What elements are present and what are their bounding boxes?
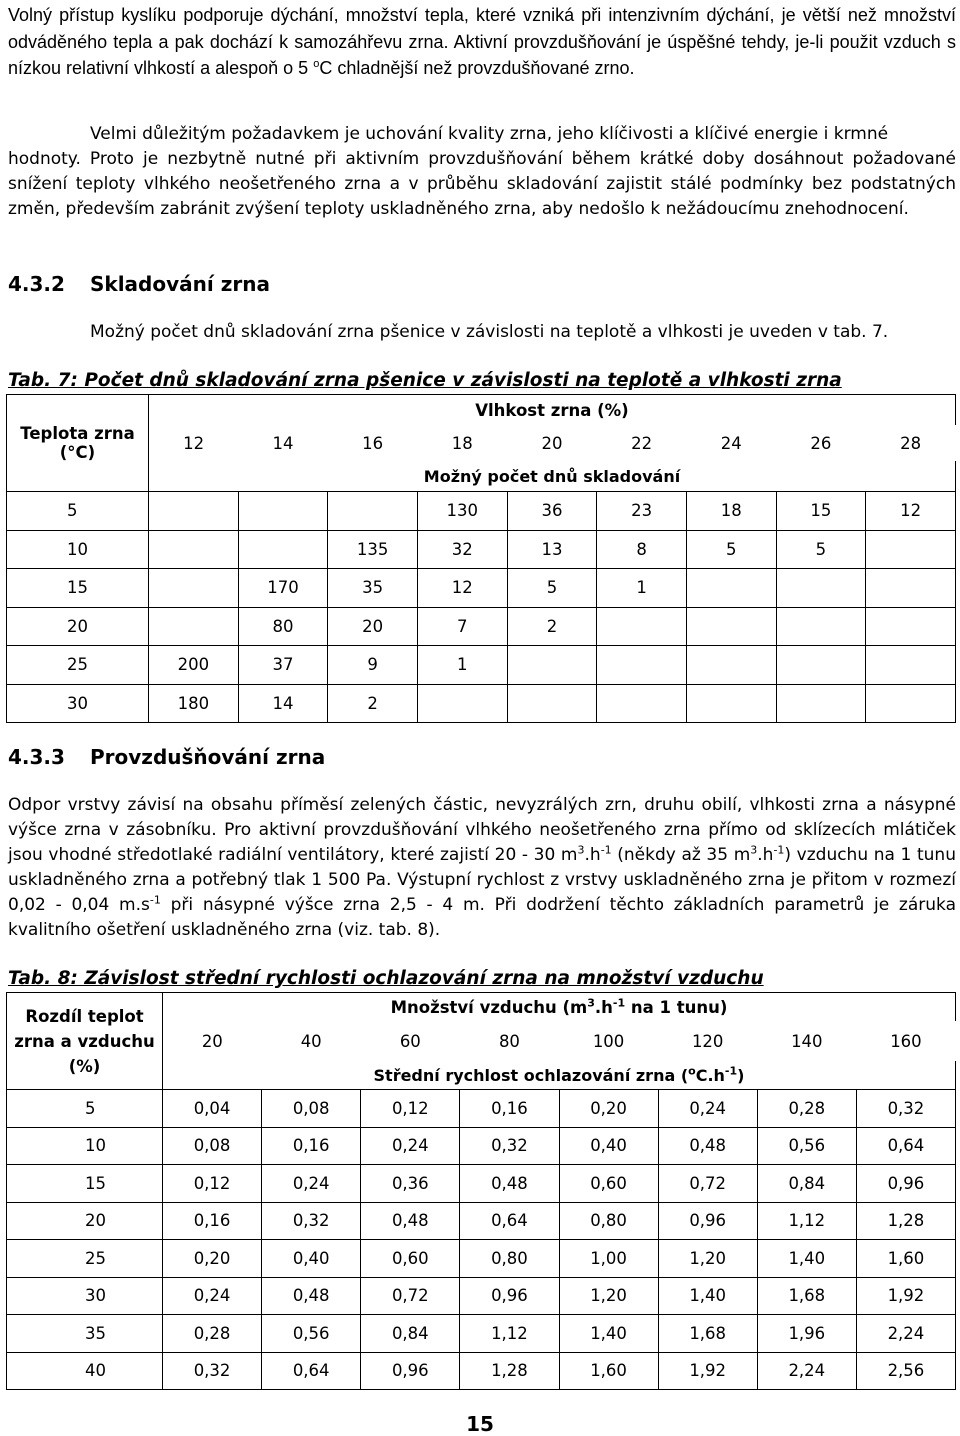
table7-cell: 7 — [417, 607, 507, 646]
table7-moisture-value: 20 — [541, 433, 563, 453]
superscript: 3 — [587, 996, 595, 1009]
storage-paragraph-text: Možný počet dnů skladování zrna pšenice v závislosti na teplotě a vlhkosti je uveden v tab. 7. — [90, 322, 889, 342]
table8-subheader — [163, 1061, 956, 1090]
table8-cell: 1,28 — [460, 1352, 559, 1390]
table7-cell: 12 — [866, 492, 956, 531]
table8-cell: 0,40 — [559, 1127, 658, 1165]
intro-text: Volný přístup kyslíku podporuje dýchání, množství tepla, které vzniká při intenzivním dýchání, je větší než množství odváděného tepla a pak dochází k samozáhřevu zrna. Aktivní provzdušňování je úspěšné tehdy, je-li použit vzduch s nízkou relativní vlhkostí a alespoň o 5 — [8, 5, 956, 78]
table8-row — [7, 1240, 956, 1278]
table8-cell: 0,20 — [559, 1090, 658, 1128]
table8-row — [7, 1352, 956, 1390]
air-header-text: Množství vzduchu (m — [390, 997, 588, 1017]
table8-row — [7, 1165, 956, 1203]
table7-cell: 80 — [238, 607, 328, 646]
table7-row — [7, 569, 956, 608]
air-header-text: na 1 tunu) — [625, 997, 728, 1017]
intro-paragraph — [8, 2, 956, 82]
table8-cell: 0,48 — [361, 1202, 460, 1240]
table8-cell: 0,48 — [262, 1277, 361, 1315]
table8-cell: 1,40 — [658, 1277, 757, 1315]
table8-cell: 0,24 — [163, 1277, 262, 1315]
table8-row — [7, 1277, 956, 1315]
table7-moisture-value: 14 — [272, 433, 294, 453]
table7-cell — [597, 646, 687, 685]
table7-cell: 37 — [238, 646, 328, 685]
table7-moisture-value: 26 — [810, 433, 832, 453]
table8 — [6, 992, 956, 1390]
table8-air-value: 100 — [592, 1031, 625, 1051]
subheader-text: ) — [737, 1065, 745, 1085]
table7-cell — [507, 684, 597, 723]
table8-cell: 0,16 — [262, 1127, 361, 1165]
table7-cell: 180 — [149, 684, 239, 723]
table7-cell: 130 — [417, 492, 507, 531]
table8-air-value: 60 — [399, 1031, 421, 1051]
table7-cell: 5 — [776, 530, 866, 569]
table8-cell: 0,60 — [559, 1165, 658, 1203]
table7-row — [7, 684, 956, 723]
table7-moisture-value: 22 — [631, 433, 653, 453]
table8-cell: 0,20 — [163, 1240, 262, 1278]
table8-cell: 0,72 — [658, 1165, 757, 1203]
table7-cell: 5 — [686, 530, 776, 569]
superscript: 3 — [577, 843, 585, 857]
table7-cell — [507, 646, 597, 685]
table8-cell: 0,72 — [361, 1277, 460, 1315]
table7-cell: 1 — [597, 569, 687, 608]
table8-row — [7, 1127, 956, 1165]
table8-cell: 2,24 — [856, 1315, 955, 1353]
table7-cell — [866, 530, 956, 569]
aeration-text-2b: .h — [757, 845, 774, 865]
table8-air-value: 80 — [498, 1031, 520, 1051]
subheader-text: Střední rychlost ochlazování zrna ( — [373, 1065, 689, 1085]
table7-row — [7, 530, 956, 569]
table7-cell — [686, 684, 776, 723]
table7-rowheader: Teplota zrna (°C) — [7, 395, 149, 492]
table8-cell: 0,24 — [262, 1165, 361, 1203]
storage-paragraph — [8, 320, 956, 345]
table7-moisture-value: 12 — [183, 433, 205, 453]
aeration-text-4: ) vzduchu na 1 tunu uskladněného zrna a potřebný tlak 1 500 Pa. Výstupní rychlost z vrstvy uskladněného zrna je přitom v rozmezí 0,02 - 0,04 m.s — [8, 845, 956, 915]
table8-cell: 0,56 — [757, 1127, 856, 1165]
superscript: -1 — [600, 843, 612, 857]
table7-cell: 18 — [686, 492, 776, 531]
table7-cell — [686, 569, 776, 608]
table8-cell: 0,48 — [460, 1165, 559, 1203]
table8-row-difference: 30 — [7, 1277, 163, 1315]
table7-cell: 200 — [149, 646, 239, 685]
table7-moisture-row — [7, 425, 956, 461]
table8-air-header — [163, 993, 956, 1022]
aeration-text-3: (někdy až 35 m — [611, 845, 751, 865]
table7-row-temperature: 25 — [7, 646, 149, 685]
section-heading-storage — [8, 272, 270, 296]
table7-row-temperature: 10 — [7, 530, 149, 569]
table8-cell: 0,32 — [262, 1202, 361, 1240]
table7-cell: 20 — [328, 607, 418, 646]
table8-cell: 0,12 — [163, 1165, 262, 1203]
table7-moisture-value: 24 — [720, 433, 742, 453]
table7-cell — [149, 530, 239, 569]
table8-cell: 0,80 — [559, 1202, 658, 1240]
section-number: 4.3.2 — [8, 272, 65, 296]
table8-air-value: 160 — [890, 1031, 922, 1051]
table7-cell — [776, 607, 866, 646]
quality-paragraph-rest: hodnoty. Proto je nezbytně nutné při aktivním provzdušňování během krátké doby dosáhnout požadované snížení teploty vlhkého neošetřeného zrna a v průběhu skladování zajistit stálé podmínky bez podstatných změn, především zabránit zvýšení teploty uskladněného zrna, aby nedošlo k nežádoucímu znehodnocení. — [8, 149, 956, 219]
table8-row — [7, 1202, 956, 1240]
table8-cell: 0,64 — [262, 1352, 361, 1390]
table7-cell — [149, 492, 239, 531]
table8-cell: 0,32 — [856, 1090, 955, 1128]
table7-row-temperature: 15 — [7, 569, 149, 608]
table7-cell — [866, 684, 956, 723]
table8-cell: 1,92 — [658, 1352, 757, 1390]
table7-cell — [686, 607, 776, 646]
superscript: -1 — [724, 1064, 738, 1078]
table8-caption: Tab. 8: Závislost střední rychlosti ochlazování zrna na množství vzduchu — [8, 968, 764, 989]
table7-cell — [597, 684, 687, 723]
table8-cell: 0,12 — [361, 1090, 460, 1128]
table7-moisture-value: 28 — [900, 433, 922, 453]
table8-cell: 0,80 — [460, 1240, 559, 1278]
table8-cell: 0,64 — [460, 1202, 559, 1240]
table7 — [6, 394, 956, 723]
table7-cell: 23 — [597, 492, 687, 531]
section-title: Provzdušňování zrna — [90, 745, 326, 769]
table8-cell: 0,24 — [658, 1090, 757, 1128]
table8-row — [7, 1090, 956, 1128]
aeration-text-2: .h — [584, 845, 601, 865]
aeration-paragraph — [8, 793, 956, 943]
table7-cell — [149, 569, 239, 608]
table8-air-value: 120 — [691, 1031, 724, 1051]
table8-cell: 0,60 — [361, 1240, 460, 1278]
table8-cell: 1,68 — [658, 1315, 757, 1353]
section-heading-aeration — [8, 745, 325, 769]
table7-cell — [417, 684, 507, 723]
subheader-text: C.h — [695, 1065, 725, 1085]
table7-cell: 9 — [328, 646, 418, 685]
table7-moisture-value: 18 — [451, 433, 473, 453]
table8-row-difference: 10 — [7, 1127, 163, 1165]
table8-cell: 1,68 — [757, 1277, 856, 1315]
table7-cell: 32 — [417, 530, 507, 569]
table8-row-difference: 40 — [7, 1352, 163, 1390]
table8-cell: 1,40 — [757, 1240, 856, 1278]
table8-cell: 0,96 — [460, 1277, 559, 1315]
table8-cell: 0,84 — [757, 1165, 856, 1203]
table8-cell: 0,24 — [361, 1127, 460, 1165]
table8-cell: 0,08 — [262, 1090, 361, 1128]
table8-cell: 1,96 — [757, 1315, 856, 1353]
table8-cell: 0,40 — [262, 1240, 361, 1278]
table7-cell: 13 — [507, 530, 597, 569]
table8-row-difference: 25 — [7, 1240, 163, 1278]
table8-row — [7, 1315, 956, 1353]
table8-cell: 0,36 — [361, 1165, 460, 1203]
section-title: Skladování zrna — [90, 272, 270, 296]
superscript: -1 — [149, 893, 161, 907]
superscript: 3 — [750, 843, 758, 857]
table8-cell: 0,96 — [856, 1165, 955, 1203]
quality-paragraph — [8, 122, 956, 222]
superscript: -1 — [773, 843, 785, 857]
table7-cell — [776, 684, 866, 723]
table7-cell — [328, 492, 418, 531]
table8-cell: 0,28 — [757, 1090, 856, 1128]
table8-cell: 1,20 — [559, 1277, 658, 1315]
table7-cell — [149, 607, 239, 646]
table7-row — [7, 607, 956, 646]
table7-cell: 2 — [328, 684, 418, 723]
intro-text-end: C chladnější než provzdušňované zrno. — [319, 58, 635, 78]
table8-cell: 0,16 — [460, 1090, 559, 1128]
table8-cell: 1,12 — [460, 1315, 559, 1353]
table7-cell: 36 — [507, 492, 597, 531]
table7-cell — [776, 569, 866, 608]
table8-cell: 0,32 — [460, 1127, 559, 1165]
table8-cell: 0,04 — [163, 1090, 262, 1128]
table7-cell: 12 — [417, 569, 507, 608]
table7-row-temperature: 5 — [7, 492, 149, 531]
table7-moisture-value: 16 — [362, 433, 384, 453]
table7-cell — [686, 646, 776, 685]
table7-moisture-header: Vlhkost zrna (%) — [149, 395, 956, 426]
table7-cell — [776, 646, 866, 685]
table8-cell: 0,64 — [856, 1127, 955, 1165]
table7-cell: 5 — [507, 569, 597, 608]
air-header-text: .h — [594, 997, 613, 1017]
table8-cell: 1,60 — [559, 1352, 658, 1390]
table8-cell: 1,00 — [559, 1240, 658, 1278]
table7-cell: 1 — [417, 646, 507, 685]
table8-cell: 1,20 — [658, 1240, 757, 1278]
aeration-text-5: při násypné výšce zrna 2,5 - 4 m. Při dodržení těchto základních parametrů je záruka kvalitního ošetření uskladněného zrna (viz. tab. 8). — [8, 895, 956, 940]
table8-cell: 0,48 — [658, 1127, 757, 1165]
quality-paragraph-first-line: Velmi důležitým požadavkem je uchování kvality zrna, jeho klíčivosti a klíčivé energie i krmné — [90, 124, 889, 144]
table8-row-difference: 15 — [7, 1165, 163, 1203]
table7-cell: 2 — [507, 607, 597, 646]
table8-cell: 1,40 — [559, 1315, 658, 1353]
table7-cell — [238, 530, 328, 569]
table7-cell: 135 — [328, 530, 418, 569]
table8-cell: 2,24 — [757, 1352, 856, 1390]
degree-mark: o — [688, 1064, 696, 1078]
table8-row-difference: 35 — [7, 1315, 163, 1353]
table8-cell: 1,60 — [856, 1240, 955, 1278]
table7-cell: 14 — [238, 684, 328, 723]
table7-row-temperature: 20 — [7, 607, 149, 646]
table8-cell: 0,16 — [163, 1202, 262, 1240]
table8-row-difference: 5 — [7, 1090, 163, 1128]
table7-cell — [597, 607, 687, 646]
table7-cell — [866, 607, 956, 646]
superscript: -1 — [612, 996, 626, 1009]
table8-air-value: 40 — [300, 1031, 322, 1051]
table8-cell: 0,32 — [163, 1352, 262, 1390]
table7-cell — [238, 492, 328, 531]
table7-row — [7, 492, 956, 531]
page-number: 15 — [466, 1412, 494, 1436]
table7-cell: 170 — [238, 569, 328, 608]
table8-cell: 0,96 — [658, 1202, 757, 1240]
table8-cell: 1,28 — [856, 1202, 955, 1240]
table8-cell: 0,56 — [262, 1315, 361, 1353]
aeration-text-1: Odpor vrstvy závisí na obsahu příměsí zelených částic, nevyzrálých zrn, druhu obilí, vlhkosti zrna a násypné výšce zrna v zásobníku. Pro aktivní provzdušňování vlhkého neošetřeného zrna přímo od sklízecích mlátiček jsou vhodné středotlaké radiální ventilátory, které zajistí 20 - 30 m — [8, 795, 956, 865]
table7-cell: 8 — [597, 530, 687, 569]
table8-cell: 0,84 — [361, 1315, 460, 1353]
table7-subheader: Možný počet dnů skladování — [149, 461, 956, 492]
table8-air-value: 20 — [201, 1031, 223, 1051]
table7-cell: 35 — [328, 569, 418, 608]
table8-air-value: 140 — [791, 1031, 823, 1051]
table7-caption: Tab. 7: Počet dnů skladování zrna pšenice v závislosti na teplotě a vlhkosti zrna — [8, 370, 842, 391]
table7-cell — [866, 646, 956, 685]
table8-cell: 0,28 — [163, 1315, 262, 1353]
table7-row — [7, 646, 956, 685]
section-number: 4.3.3 — [8, 745, 65, 769]
table7-cell — [866, 569, 956, 608]
table8-cell: 0,96 — [361, 1352, 460, 1390]
table8-cell: 2,56 — [856, 1352, 955, 1390]
table7-row-temperature: 30 — [7, 684, 149, 723]
table8-row-difference: 20 — [7, 1202, 163, 1240]
table7-cell: 15 — [776, 492, 866, 531]
table8-cell: 1,92 — [856, 1277, 955, 1315]
table8-cell: 1,12 — [757, 1202, 856, 1240]
table8-rowheader: Rozdíl teplot zrna a vzduchu (%) — [7, 993, 163, 1090]
degree-mark: o — [313, 58, 320, 70]
table8-cell: 0,08 — [163, 1127, 262, 1165]
